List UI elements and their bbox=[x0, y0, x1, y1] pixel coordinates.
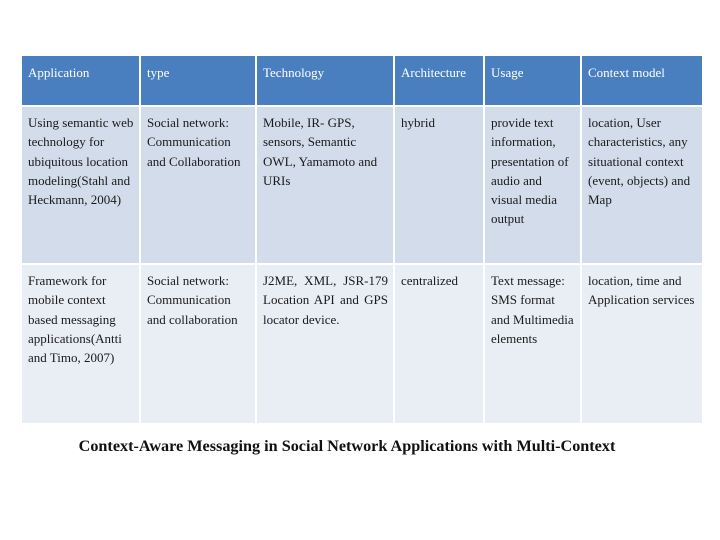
header-usage: Usage bbox=[485, 56, 580, 105]
row2-type: Social network: Communication and collaboration bbox=[141, 265, 255, 423]
row2-technology: J2ME, XML, JSR-179 Location API and GPS locator device. bbox=[257, 265, 393, 423]
header-application: Application bbox=[22, 56, 139, 105]
row1-context-model: location, User characteristics, any situational context (event, objects) and Map bbox=[582, 107, 702, 263]
row2-application: Framework for mobile context based messaging applications(Antti and Timo, 2007) bbox=[22, 265, 139, 423]
slide-caption: Context-Aware Messaging in Social Network Applications with Multi-Context bbox=[78, 437, 616, 455]
header-context-model: Context model bbox=[582, 56, 702, 105]
row2-context-model: location, time and Application services bbox=[582, 265, 702, 423]
header-type: type bbox=[141, 56, 255, 105]
row2-architecture: centralized bbox=[395, 265, 483, 423]
row1-technology: Mobile, IR- GPS, sensors, Semantic OWL, Yamamoto and URIs bbox=[257, 107, 393, 263]
row1-usage: provide text information, presentation of audio and visual media output bbox=[485, 107, 580, 263]
header-technology: Technology bbox=[257, 56, 393, 105]
row1-architecture: hybrid bbox=[395, 107, 483, 263]
comparison-table bbox=[22, 56, 695, 423]
header-architecture: Architecture bbox=[395, 56, 483, 105]
row1-application: Using semantic web technology for ubiquitous location modeling(Stahl and Heckmann, 2004) bbox=[22, 107, 139, 263]
row2-usage: Text message: SMS format and Multimedia elements bbox=[485, 265, 580, 423]
row1-type: Social network: Communication and Collaboration bbox=[141, 107, 255, 263]
